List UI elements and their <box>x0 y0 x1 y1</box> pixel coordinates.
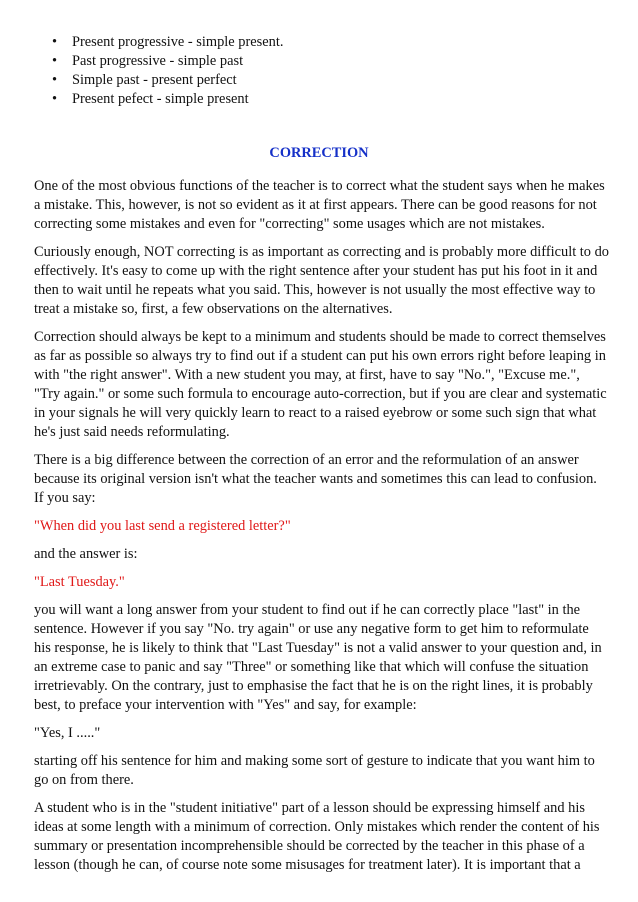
tense-pairs-list <box>52 33 283 109</box>
paragraph: you will want a long answer from your student to find out if he can correctly place "last" in the sentence. However if you say "No. try again" or use any negative form to get him to reformulate his response, he is likely to think that "Last Tuesday" is not a valid answer to your question and, in an extreme case to panic and say "Three" or something like that which will confuse the situation irretrievably. On the contrary, just to emphasise the fact that he is on the right lines, it is probably best, to preface your intervention with "Yes" and say, for example: <box>34 602 602 713</box>
paragraph: There is a big difference between the correction of an error and the reformulation of an answer because its original version isn't what the teacher wants and sometimes this can lead to confusion. If you say: <box>34 452 597 506</box>
body-text <box>34 177 609 884</box>
paragraph: Curiously enough, NOT correcting is as important as correcting and is probably more difficult to do effectively. It's easy to come up with the right sentence after your student has put his foot in it and then to wait until he repeats what you said. This, however is not usually the most effective way to treat a mistake so, first, a few observations on the alternatives. <box>34 244 609 317</box>
paragraph: Correction should always be kept to a minimum and students should be made to correct themselves as far as possible so always try to find out if a student can put his own errors right before leaping in with "the right answer". With a new student you may, at first, have to say "No.", "Excuse me.", "Try again." or some such formula to encourage auto-correction, but if you are clear and systematic in your signals he will very quickly learn to react to a raised eyebrow or some such sign that what he's just said needs reformulating. <box>34 329 607 440</box>
list-item: • Present pefect - simple present <box>52 90 283 109</box>
list-item: • Past progressive - simple past <box>52 52 283 71</box>
section-heading: CORRECTION <box>269 145 369 161</box>
example-question: "When did you last send a registered letter?" <box>34 518 291 534</box>
list-item: • Present progressive - simple present. <box>52 33 283 52</box>
list-item: • Simple past - present perfect <box>52 71 283 90</box>
example-prompt: "Yes, I ....." <box>34 725 101 741</box>
paragraph: and the answer is: <box>34 546 138 562</box>
paragraph: One of the most obvious functions of the teacher is to correct what the student says when he makes a mistake. This, however, is not so evident as it at first appears. There can be good reasons for not correcting some mistakes and even for "correcting" some usages which are not mistakes. <box>34 178 605 232</box>
example-answer: "Last Tuesday." <box>34 574 125 590</box>
paragraph: A student who is in the "student initiative" part of a lesson should be expressing himself and his ideas at some length with a minimum of correction. Only mistakes which render the content of his summary or presentation incomprehensible should be corrected by the teacher in this phase of a lesson (though he can, of course note some misusages for treatment later). It is important that a <box>34 800 600 873</box>
paragraph: starting off his sentence for him and making some sort of gesture to indicate that you want him to go on from there. <box>34 753 595 788</box>
